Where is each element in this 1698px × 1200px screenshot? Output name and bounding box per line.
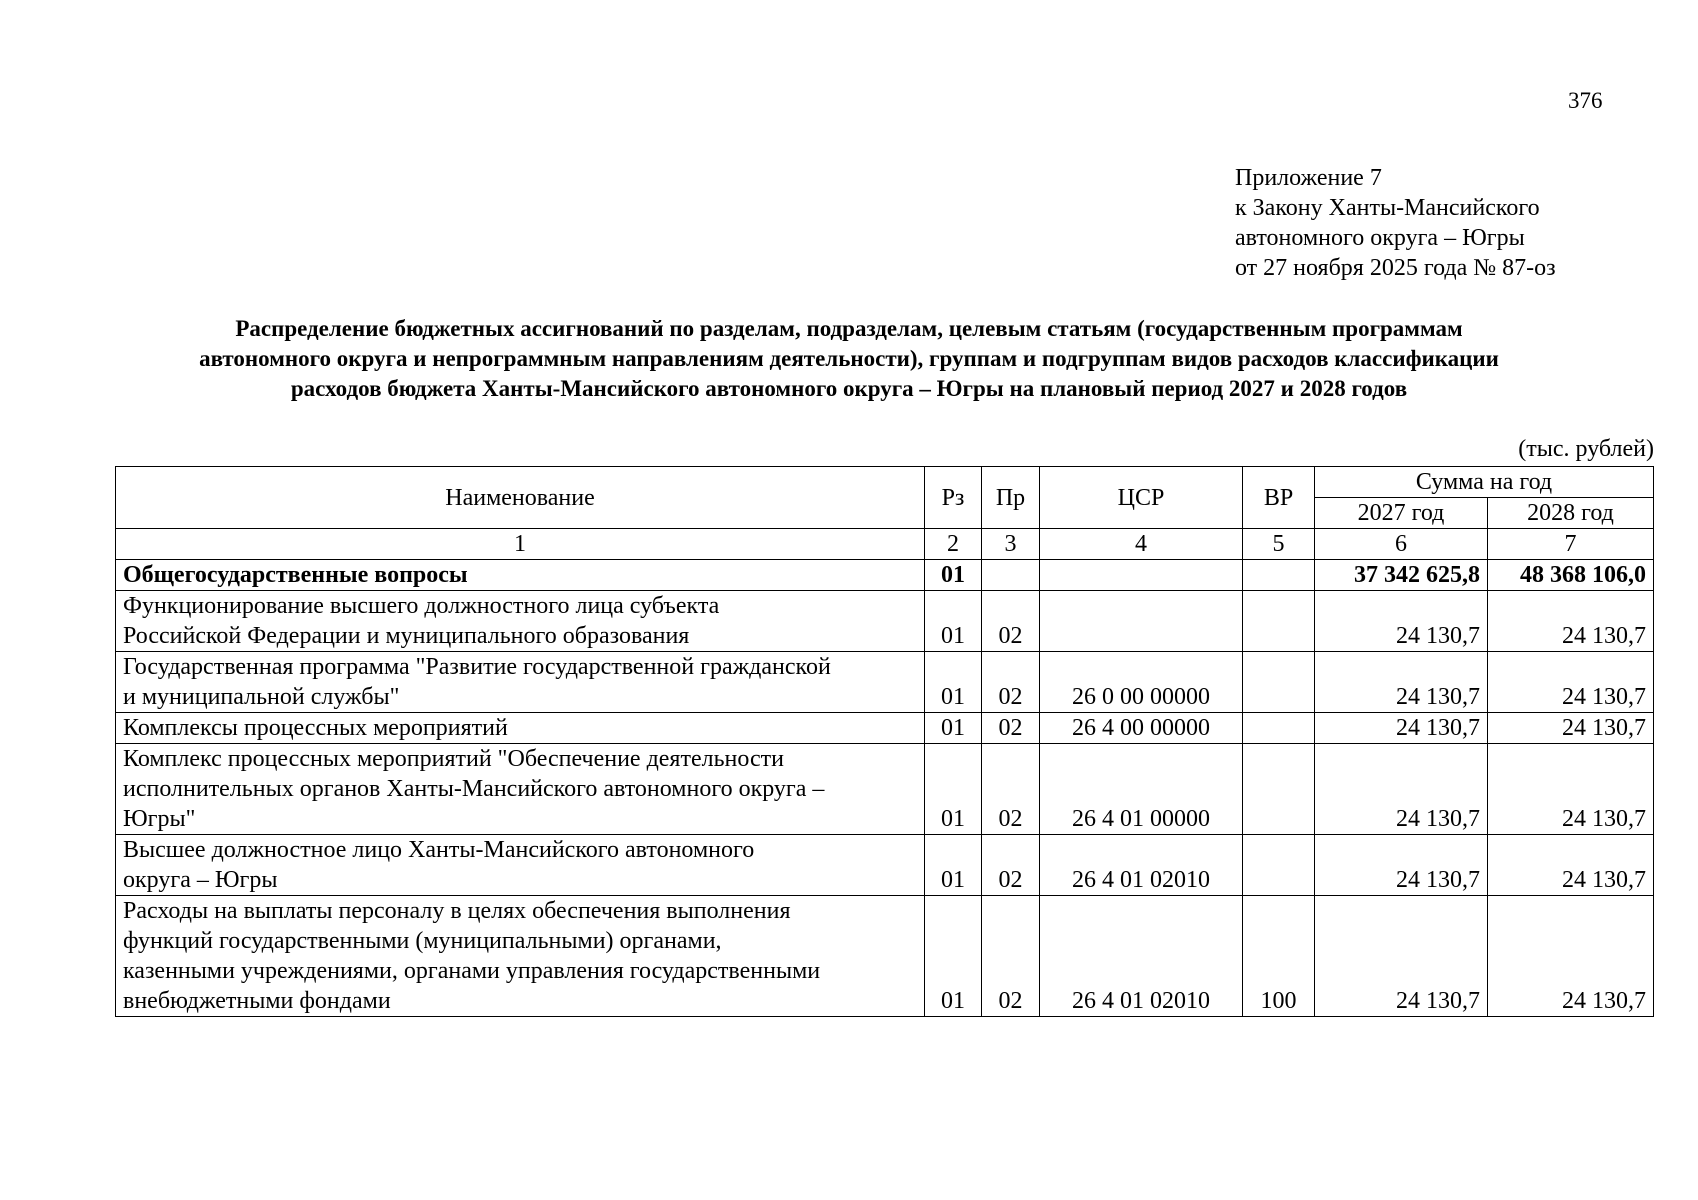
cell-name: Функционирование высшего должностного лица субъекта Российской Федерации и муниципального образования	[116, 591, 925, 652]
cell-name: Общегосударственные вопросы	[116, 560, 925, 591]
cell-rz: 01	[925, 713, 982, 744]
appendix-line: от 27 ноября 2025 года № 87-оз	[1235, 255, 1556, 281]
column-index: 1	[116, 529, 925, 560]
table-row	[116, 896, 1654, 1017]
cell-name: Комплексы процессных мероприятий	[116, 713, 925, 744]
cell-vr	[1243, 652, 1315, 713]
cell-vr	[1243, 560, 1315, 591]
header-2028: 2028 год	[1488, 498, 1654, 529]
appendix-line: автономного округа – Югры	[1235, 225, 1525, 251]
cell-csr: 26 0 00 00000	[1040, 652, 1243, 713]
cell-name: Высшее должностное лицо Ханты-Мансийского автономного округа – Югры	[116, 835, 925, 896]
cell-csr: 26 4 00 00000	[1040, 713, 1243, 744]
cell-vr	[1243, 744, 1315, 835]
cell-2028: 48 368 106,0	[1488, 560, 1654, 591]
cell-rz: 01	[925, 896, 982, 1017]
header-2027: 2027 год	[1315, 498, 1488, 529]
cell-pr	[982, 560, 1040, 591]
cell-2027: 24 130,7	[1315, 652, 1488, 713]
column-index: 6	[1315, 529, 1488, 560]
units-label: (тыс. рублей)	[1518, 436, 1654, 462]
cell-2027: 37 342 625,8	[1315, 560, 1488, 591]
cell-pr: 02	[982, 744, 1040, 835]
cell-csr: 26 4 01 00000	[1040, 744, 1243, 835]
column-index-row	[116, 529, 1654, 560]
appendix-reference	[1235, 163, 1556, 283]
cell-2028: 24 130,7	[1488, 896, 1654, 1017]
cell-name: Комплекс процессных мероприятий "Обеспечение деятельности исполнительных органов Ханты-Мансийского автономного округа – Югры"	[116, 744, 925, 835]
cell-2027: 24 130,7	[1315, 591, 1488, 652]
header-sum: Сумма на год	[1315, 467, 1654, 498]
header-name: Наименование	[116, 467, 925, 529]
cell-rz: 01	[925, 652, 982, 713]
cell-2027: 24 130,7	[1315, 835, 1488, 896]
table-row	[116, 560, 1654, 591]
column-index: 3	[982, 529, 1040, 560]
title-line: Распределение бюджетных ассигнований по разделам, подразделам, целевым статьям (государственным программам	[235, 316, 1463, 341]
title-line: автономного округа и непрограммным направлениям деятельности), группам и подгруппам видов расходов классификации	[199, 346, 1499, 371]
header-csr: ЦСР	[1040, 467, 1243, 529]
cell-2027: 24 130,7	[1315, 713, 1488, 744]
column-index: 2	[925, 529, 982, 560]
cell-2027: 24 130,7	[1315, 744, 1488, 835]
budget-table	[115, 466, 1654, 1017]
header-row	[116, 467, 1654, 498]
cell-csr	[1040, 560, 1243, 591]
cell-vr	[1243, 835, 1315, 896]
cell-pr: 02	[982, 591, 1040, 652]
document-title	[60, 314, 1638, 404]
column-index: 5	[1243, 529, 1315, 560]
cell-vr: 100	[1243, 896, 1315, 1017]
cell-rz: 01	[925, 560, 982, 591]
cell-csr: 26 4 01 02010	[1040, 896, 1243, 1017]
cell-pr: 02	[982, 896, 1040, 1017]
appendix-line: к Закону Ханты-Мансийского	[1235, 195, 1540, 221]
cell-vr	[1243, 713, 1315, 744]
cell-pr: 02	[982, 713, 1040, 744]
cell-csr	[1040, 591, 1243, 652]
header-rz: Рз	[925, 467, 982, 529]
table-row	[116, 835, 1654, 896]
cell-2028: 24 130,7	[1488, 713, 1654, 744]
cell-name: Государственная программа "Развитие государственной гражданской и муниципальной службы"	[116, 652, 925, 713]
cell-pr: 02	[982, 652, 1040, 713]
column-index: 7	[1488, 529, 1654, 560]
cell-pr: 02	[982, 835, 1040, 896]
cell-vr	[1243, 591, 1315, 652]
table-row	[116, 744, 1654, 835]
cell-2028: 24 130,7	[1488, 744, 1654, 835]
page-number: 376	[1568, 88, 1603, 113]
table-row	[116, 591, 1654, 652]
title-line: расходов бюджета Ханты-Мансийского автономного округа – Югры на плановый период 2027 и 2028 годов	[290, 376, 1408, 401]
cell-2028: 24 130,7	[1488, 835, 1654, 896]
cell-2027: 24 130,7	[1315, 896, 1488, 1017]
cell-rz: 01	[925, 835, 982, 896]
cell-rz: 01	[925, 744, 982, 835]
appendix-line: Приложение 7	[1235, 165, 1382, 191]
column-index: 4	[1040, 529, 1243, 560]
table-row	[116, 652, 1654, 713]
header-vr: ВР	[1243, 467, 1315, 529]
table-row	[116, 713, 1654, 744]
cell-2028: 24 130,7	[1488, 652, 1654, 713]
header-pr: Пр	[982, 467, 1040, 529]
cell-name: Расходы на выплаты персоналу в целях обеспечения выполнения функций государственными (муниципальными) органами, казенными учреждениями, органами управления государственными внебюджетными фондами	[116, 896, 925, 1017]
cell-csr: 26 4 01 02010	[1040, 835, 1243, 896]
cell-2028: 24 130,7	[1488, 591, 1654, 652]
cell-rz: 01	[925, 591, 982, 652]
